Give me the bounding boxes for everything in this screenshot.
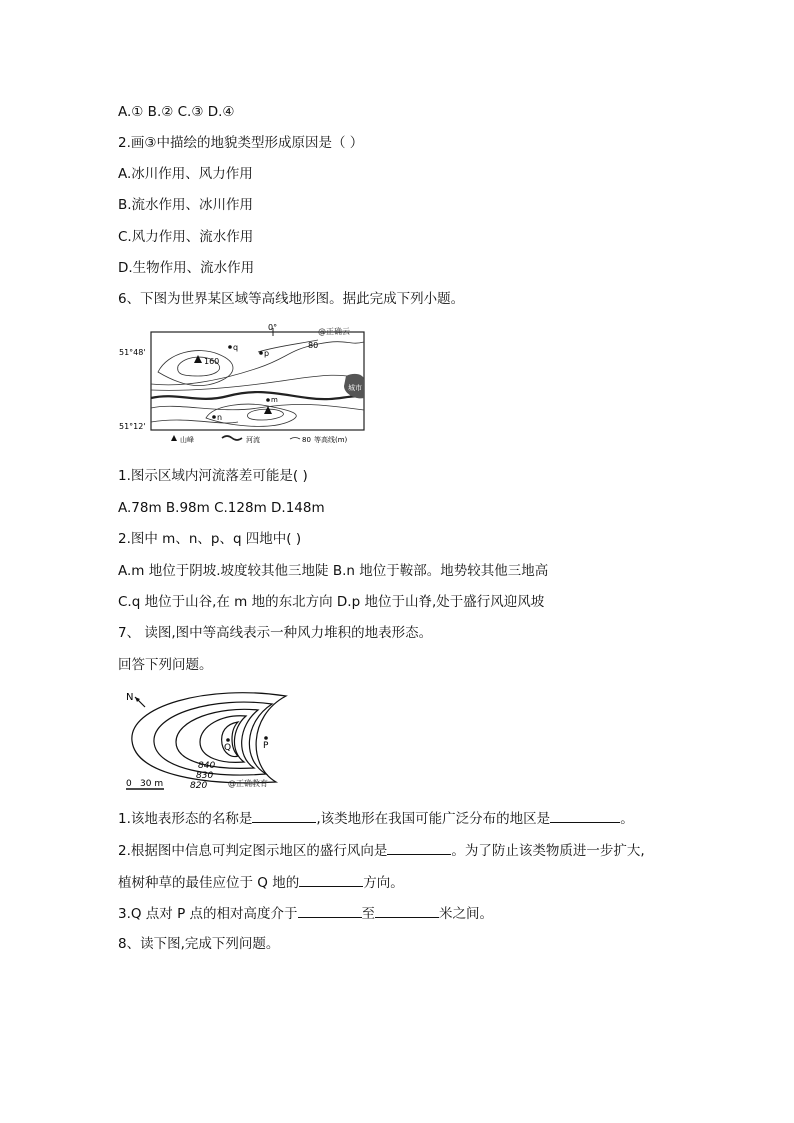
answer-blank[interactable] — [387, 840, 451, 855]
answer-blank[interactable] — [252, 808, 316, 823]
q7-sub2 — [118, 840, 645, 861]
q6-sub2-options-cd: C.q 地位于山谷,在 m 地的东北方向 D.p 地位于山脊,处于盛行风迎风坡 — [118, 594, 545, 610]
q7-sub1-text-b: ,该类地形在我国可能广泛分布的地区是 — [316, 811, 551, 827]
q7-sub2-text-b: 。为了防止该类物质进一步扩大, — [451, 843, 645, 859]
option-a: A.冰川作用、风力作用 — [118, 166, 253, 182]
point-m-dot — [266, 398, 270, 402]
longitude-label: 0° — [268, 323, 278, 332]
peak-icon — [194, 355, 202, 363]
point-p-label: p — [264, 349, 270, 358]
q7-sub2-cont — [118, 872, 404, 893]
watermark: @正确教育 — [228, 779, 268, 788]
q6-sub1-stem: 1.图示区域内河流落差可能是( ) — [118, 468, 308, 484]
legend-contour-label: 等高线(m) — [314, 436, 348, 444]
contour-line — [151, 420, 238, 423]
peak-value: 160 — [204, 357, 220, 366]
q6-sub2-options-ab: A.m 地位于阴坡.坡度较其他三地陡 B.n 地位于鞍部。地势较其他三地高 — [118, 563, 549, 579]
answer-blank[interactable] — [550, 808, 620, 823]
legend-peak-label: 山峰 — [180, 436, 194, 444]
answer-blank[interactable] — [375, 903, 439, 918]
q6-sub2-stem: 2.图中 m、n、p、q 四地中( ) — [118, 531, 302, 547]
q7-sub3-text-c: 米之间。 — [439, 906, 494, 922]
point-p-dot — [259, 351, 263, 355]
map-frame — [151, 332, 364, 430]
question-8-intro: 8、读下图,完成下列问题。 — [118, 936, 280, 952]
q7-sub2-text-c: 植树种草的最佳应位于 Q 地的 — [118, 875, 300, 891]
contour-line — [151, 404, 364, 410]
contour-map-figure — [118, 322, 370, 450]
legend-contour-sample: 80 — [302, 436, 311, 444]
point-q-label: Q — [224, 743, 232, 753]
point-q-dot — [228, 345, 232, 349]
legend-peak-icon — [171, 435, 177, 441]
answer-options-prev: A.① B.② C.③ D.④ — [118, 104, 235, 120]
scale-length: 30 m — [140, 779, 164, 789]
answer-blank[interactable] — [298, 903, 362, 918]
legend-contour-icon — [290, 438, 300, 440]
point-p-dot — [264, 736, 268, 740]
contour-label-820: 820 — [190, 781, 208, 791]
point-p-label: P — [263, 741, 269, 751]
point-q-label: q — [233, 343, 239, 352]
point-n-label: n — [217, 413, 223, 422]
contour-value-label: 80 — [308, 341, 319, 350]
scale-zero: 0 — [126, 779, 132, 789]
north-label: N — [126, 692, 134, 703]
q7-sub1-text-c: 。 — [620, 811, 634, 827]
contour-inner — [200, 716, 246, 763]
point-q-dot — [226, 738, 230, 742]
contour-label-830: 830 — [196, 771, 214, 781]
watermark: @正确云 — [318, 327, 350, 336]
option-d: D.生物作用、流水作用 — [118, 260, 255, 276]
contour-line — [248, 409, 284, 420]
question-2-stem: 2.画③中描绘的地貌类型形成原因是（ ） — [118, 135, 364, 151]
q7-sub3-text-a: 3.Q 点对 P 点的相对高度介于 — [118, 906, 298, 922]
question-7-instruction: 回答下列问题。 — [118, 657, 213, 673]
contour-line — [151, 342, 364, 385]
river-line — [151, 392, 364, 399]
contour-label-840: 840 — [198, 761, 216, 771]
point-n-dot — [212, 415, 216, 419]
q7-sub1-text-a: 1.该地表形态的名称是 — [118, 811, 253, 827]
latitude-bottom-label: 51°12' — [119, 422, 146, 431]
q7-sub3 — [118, 903, 493, 924]
option-b: B.流水作用、冰川作用 — [118, 197, 254, 213]
dune-contour-figure — [118, 686, 298, 794]
q7-sub1 — [118, 808, 634, 829]
legend-river-label: 河流 — [246, 436, 260, 444]
point-m-label: m — [271, 396, 278, 404]
answer-blank[interactable] — [299, 872, 363, 887]
q6-sub1-options: A.78m B.98m C.128m D.148m — [118, 500, 325, 516]
legend-river-icon — [222, 436, 242, 440]
question-6-intro: 6、下图为世界某区域等高线地形图。据此完成下列小题。 — [118, 291, 465, 307]
latitude-top-label: 51°48' — [119, 348, 146, 357]
q7-sub3-text-b: 至 — [361, 906, 376, 922]
question-7-intro: 7、 读图,图中等高线表示一种风力堆积的地表形态。 — [118, 625, 433, 641]
q7-sub2-text-a: 2.根据图中信息可判定图示地区的盛行风向是 — [118, 843, 388, 859]
option-c: C.风力作用、流水作用 — [118, 229, 254, 245]
q7-sub2-text-d: 方向。 — [363, 875, 404, 891]
city-label: 城市 — [348, 384, 362, 392]
contour-line — [158, 351, 233, 386]
